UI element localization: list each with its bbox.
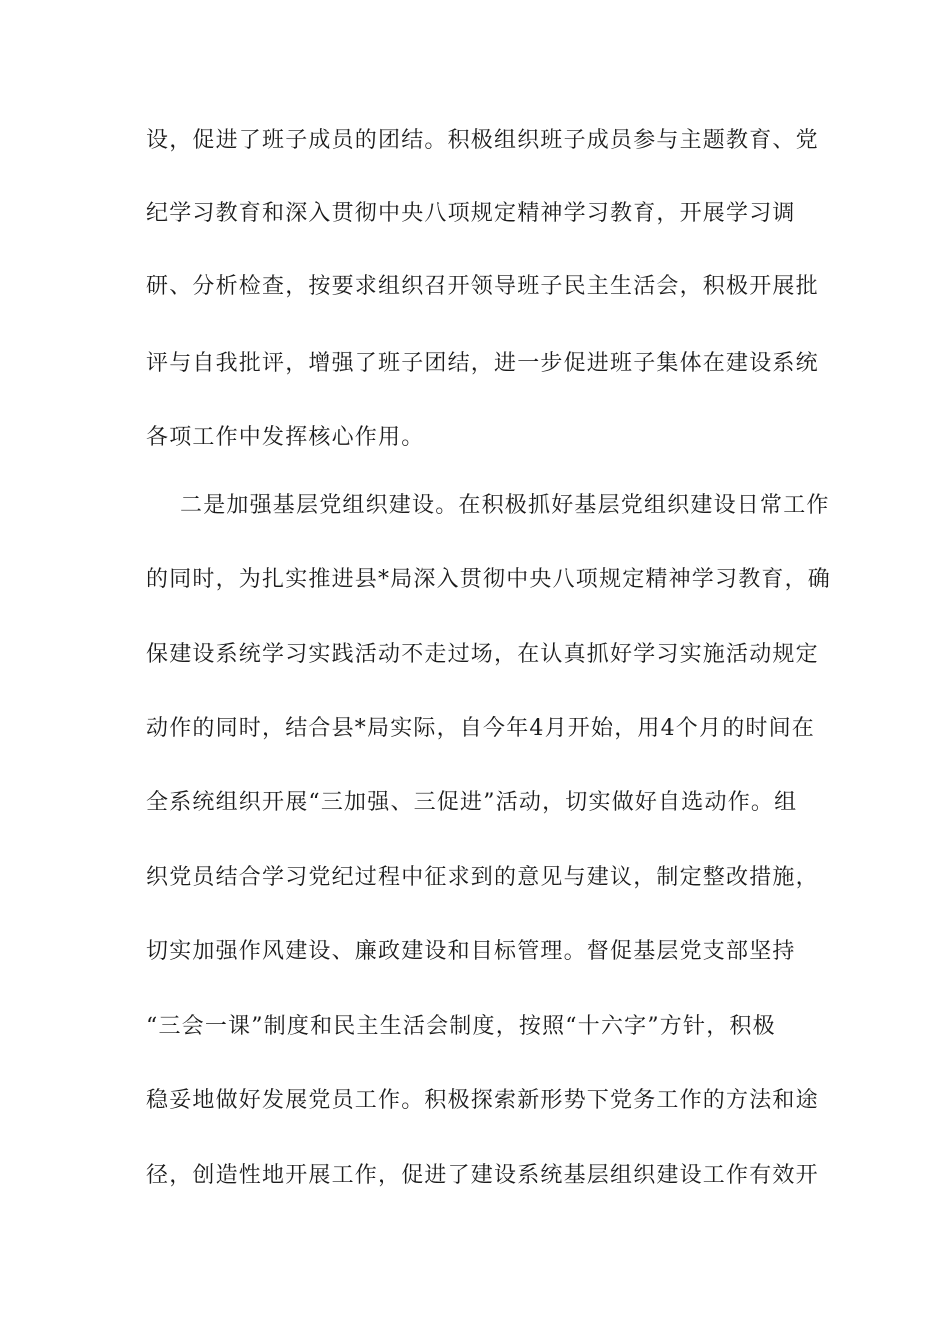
text-line: 稳妥地做好发展党员工作。积极探索新形势下党务工作的方法和途 — [146, 1088, 819, 1113]
text-line: 切实加强作风建设、廉政建设和目标管理。督促基层党支部坚持 — [146, 939, 796, 964]
text-line: 全系统组织开展“三加强、三促进”活动，切实做好自选动作。组 — [146, 790, 798, 815]
text-line: 各项工作中发挥核心作用。 — [146, 425, 425, 450]
paragraph-start-line: 二是加强基层党组织建设。在积极抓好基层党组织建设日常工作 — [180, 493, 830, 518]
text-line: 动作的同时，结合县*局实际，自今年4月开始，用4个月的时间在 — [146, 716, 815, 741]
text-line: 织党员结合学习党纪过程中征求到的意见与建议，制定整改措施， — [146, 865, 819, 890]
text-line: 设，促进了班子成员的团结。积极组织班子成员参与主题教育、党 — [146, 128, 819, 153]
text-line: 径，创造性地开展工作，促进了建设系统基层组织建设工作有效开 — [146, 1163, 819, 1188]
text-line: 研、分析检查，按要求组织召开领导班子民主生活会，积极开展批 — [146, 274, 819, 299]
text-line: 评与自我批评，增强了班子团结，进一步促进班子集体在建设系统 — [146, 351, 819, 376]
text-line: 纪学习教育和深入贯彻中央八项规定精神学习教育，开展学习调 — [146, 201, 796, 226]
text-line: “三会一课”制度和民主生活会制度，按照“十六字”方针，积极 — [146, 1014, 776, 1039]
text-line: 保建设系统学习实践活动不走过场，在认真抓好学习实施活动规定 — [146, 642, 819, 667]
text-line: 的同时，为扎实推进县*局深入贯彻中央八项规定精神学习教育，确 — [146, 567, 832, 592]
